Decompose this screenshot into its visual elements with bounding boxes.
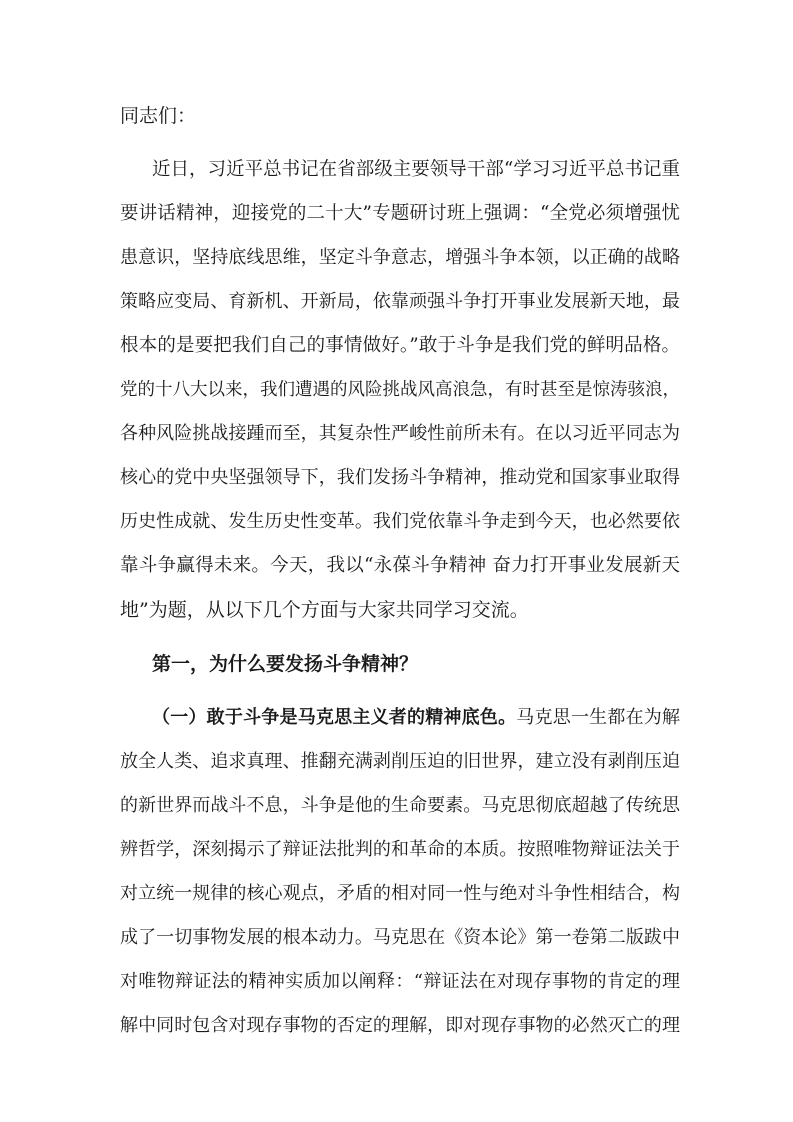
section-first-line-rest: 马克思一生都在为解 [516,707,681,728]
paragraph-line: 对唯物辩证法的精神实质加以阐释：“辩证法在对现存事物的肯定的理 [120,971,680,992]
paragraph-line: 要讲话精神，迎接党的二十大”专题研讨班上强调：“全党必须增强忧 [120,203,680,224]
paragraph-line: 成了一切事物发展的根本动力。马克思在《资本论》第一卷第二版跋中 [120,927,680,948]
paragraph-line: 靠斗争赢得未来。今天，我以“永葆斗争精神 奋力打开事业发展新天 [120,555,680,576]
section-subheading: （一）敢于斗争是马克思主义者的精神底色。 [152,707,517,728]
paragraph-line: 放全人类、追求真理、推翻充满剥削压迫的旧世界，建立没有剥削压迫 [120,751,680,772]
paragraph-line: 党的十八大以来，我们遭遇的风险挑战风高浪急，有时甚至是惊涛骇浪， [120,380,680,400]
paragraph-line: 的新世界而战斗不息，斗争是他的生命要素。马克思彻底超越了传统思 [120,795,680,816]
paragraph-line: 策略应变局、育新机、开新局，依靠顽强斗争打开事业发展新天地，最 [120,291,680,312]
section-first-line [152,705,680,731]
paragraph-line: 近日，习近平总书记在省部级主要领导干部“学习习近平总书记重 [152,159,680,180]
paragraph-line: 历史性成就、发生历史性变革。我们党依靠斗争走到今天，也必然要依 [120,511,680,532]
paragraph-line: 对立统一规律的核心观点，矛盾的相对同一性与绝对斗争性相结合，构 [120,883,680,904]
paragraph-line: 辨哲学，深刻揭示了辩证法批判的和革命的本质。按照唯物辩证法关于 [120,839,680,860]
paragraph-line: 解中同时包含对现存事物的否定的理解，即对现存事物的必然灭亡的理 [120,1015,680,1036]
paragraph-line: 患意识，坚持底线思维，坚定斗争意志，增强斗争本领，以正确的战略 [120,247,680,268]
paragraph-line: 各种风险挑战接踵而至，其复杂性严峻性前所未有。在以习近平同志为 [120,423,680,444]
paragraph-line: 根本的是要把我们自己的事情做好。”敢于斗争是我们党的鲜明品格。 [120,335,680,356]
section-heading: 第一，为什么要发扬斗争精神？ [152,653,419,675]
paragraph-line: 核心的党中央坚强领导下，我们发扬斗争精神，推动党和国家事业取得 [120,467,680,488]
paragraph-line: 地”为题，从以下几个方面与大家共同学习交流。 [120,599,529,621]
salutation: 同志们： [120,105,197,127]
